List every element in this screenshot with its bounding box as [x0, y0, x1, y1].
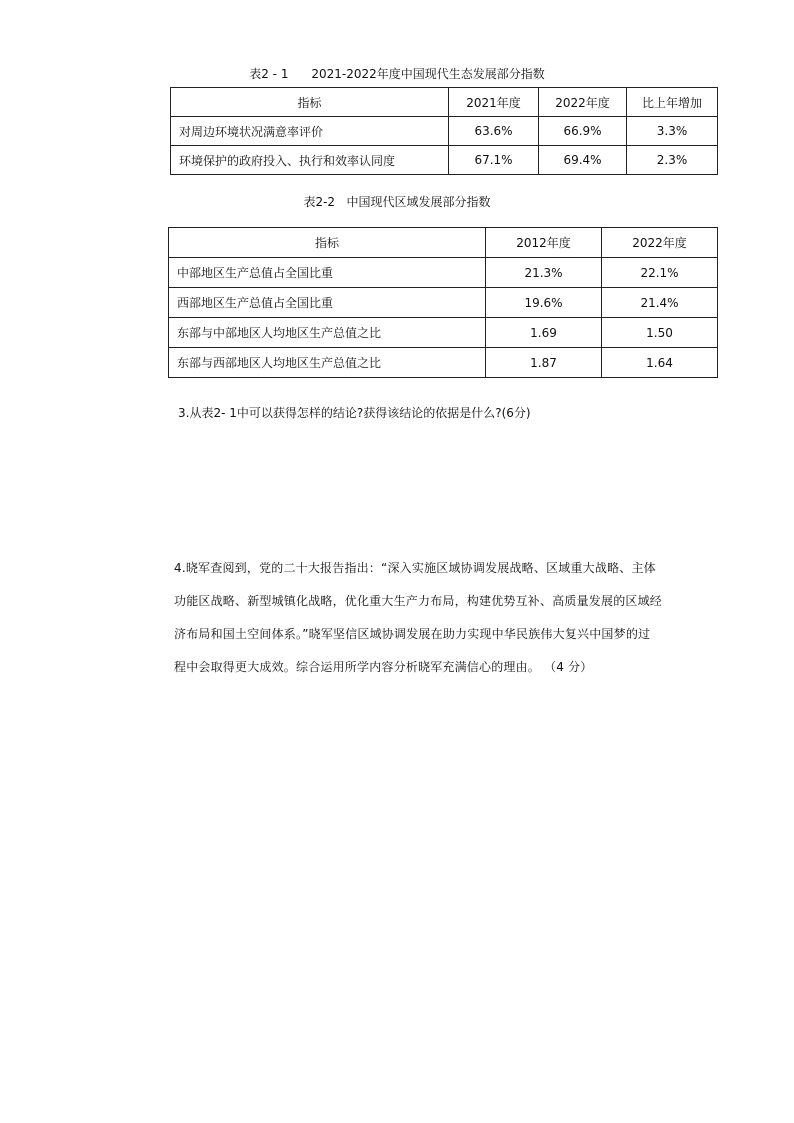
column-header: 2021年度 — [449, 88, 539, 117]
table1-caption: 表2 - 1 2021-2022年度中国现代生态发展部分指数 — [249, 67, 545, 81]
table-cell: 中部地区生产总值占全国比重 — [169, 258, 486, 288]
column-header: 2022年度 — [539, 88, 627, 117]
table-cell: 环境保护的政府投入、执行和效率认同度 — [171, 146, 449, 175]
table-cell: 3.3% — [627, 117, 718, 146]
table-row — [169, 348, 718, 378]
question-3: 3.从表2- 1中可以获得怎样的结论?获得该结论的依据是什么?(6分) — [178, 406, 531, 420]
question-4 — [174, 560, 734, 692]
table-cell: 1.64 — [602, 348, 718, 378]
table-cell: 21.4% — [602, 288, 718, 318]
table-cell: 67.1% — [449, 146, 539, 175]
table-row — [169, 258, 718, 288]
table-cell: 22.1% — [602, 258, 718, 288]
table-header-row — [171, 88, 718, 117]
table-cell: 66.9% — [539, 117, 627, 146]
table-cell: 19.6% — [486, 288, 602, 318]
table2-caption: 表2-2 中国现代区域发展部分指数 — [303, 195, 491, 209]
question-4-line: 4.晓军查阅到，党的二十大报告指出：“深入实施区域协调发展战略、区域重大战略、主体 — [174, 561, 656, 575]
table-cell: 东部与中部地区人均地区生产总值之比 — [169, 318, 486, 348]
column-header: 指标 — [171, 88, 449, 117]
table-cell: 对周边环境状况满意率评价 — [171, 117, 449, 146]
regional-index-table — [168, 227, 718, 378]
table-cell: 1.87 — [486, 348, 602, 378]
table-cell: 1.69 — [486, 318, 602, 348]
column-header: 指标 — [169, 228, 486, 258]
table-cell: 东部与西部地区人均地区生产总值之比 — [169, 348, 486, 378]
table-cell: 西部地区生产总值占全国比重 — [169, 288, 486, 318]
question-4-line: 功能区战略、新型城镇化战略，优化重大生产力布局，构建优势互补、高质量发展的区域经 — [174, 594, 663, 608]
table-row — [169, 288, 718, 318]
table-row — [171, 146, 718, 175]
ecology-index-table — [170, 87, 718, 175]
table-header-row — [169, 228, 718, 258]
column-header: 比上年增加 — [627, 88, 718, 117]
table-cell: 2.3% — [627, 146, 718, 175]
table-row — [169, 318, 718, 348]
question-4-line: 程中会取得更大成效。综合运用所学内容分析晓军充满信心的理由。 （4 分） — [174, 660, 593, 674]
table-cell: 21.3% — [486, 258, 602, 288]
table-row — [171, 117, 718, 146]
table-cell: 63.6% — [449, 117, 539, 146]
question-4-line: 济布局和国土空间体系。”晓军坚信区域协调发展在助力实现中华民族伟大复兴中国梦的过 — [174, 627, 651, 641]
table-cell: 1.50 — [602, 318, 718, 348]
column-header: 2022年度 — [602, 228, 718, 258]
column-header: 2012年度 — [486, 228, 602, 258]
table-cell: 69.4% — [539, 146, 627, 175]
